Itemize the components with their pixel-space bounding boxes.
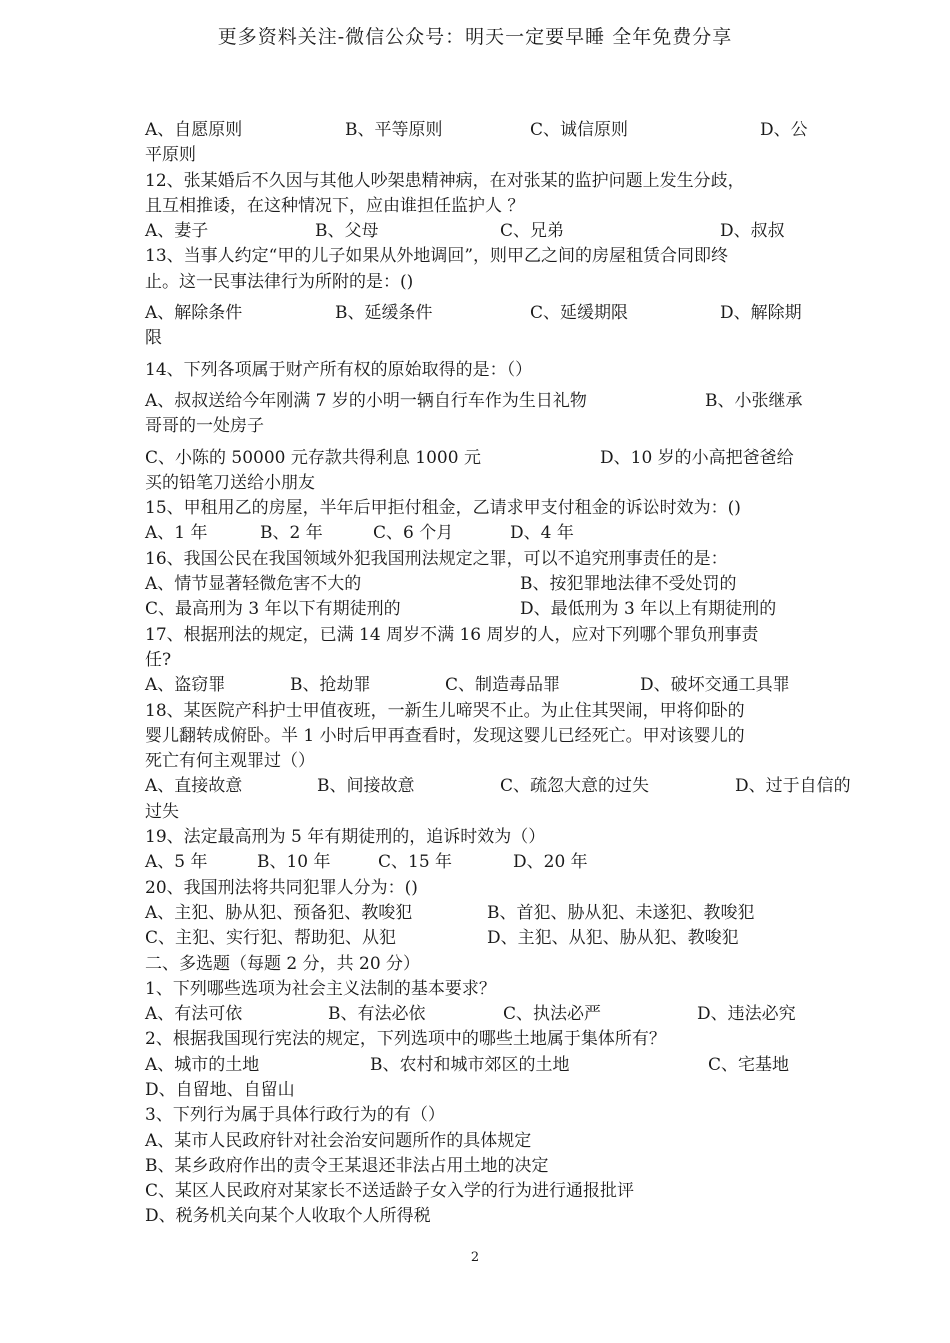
text-segment: C、6 个月 bbox=[373, 523, 454, 544]
text-segment: D、过于自信的 bbox=[735, 776, 851, 797]
text-line-q18-c bbox=[145, 749, 810, 774]
text-line-q16-ab bbox=[145, 572, 810, 597]
text-line-q14-a2 bbox=[145, 414, 810, 439]
text-line-q19-opts bbox=[145, 850, 810, 875]
text-segment: 2、根据我国现行宪法的规定，下列选项中的哪些土地属于集体所有？ bbox=[145, 1029, 666, 1050]
text-segment: D、20 年 bbox=[513, 852, 588, 873]
text-segment: C、执法必严 bbox=[503, 1004, 602, 1025]
text-segment: C、诚信原则 bbox=[530, 120, 629, 140]
text-segment: B、首犯、胁从犯、未遂犯、教唆犯 bbox=[487, 902, 755, 923]
text-segment: D、4 年 bbox=[510, 523, 574, 544]
text-segment: 且互相推诿，在这种情况下，应由谁担任监护人 ？ bbox=[145, 195, 525, 216]
text-line-q13-cont bbox=[145, 326, 810, 351]
text-line-q18-cont bbox=[145, 800, 810, 825]
text-segment: A、解除条件 bbox=[145, 303, 243, 324]
text-line-q20 bbox=[145, 876, 810, 901]
text-segment: D、违法必究 bbox=[697, 1004, 796, 1025]
text-line-q15 bbox=[145, 496, 810, 521]
text-segment: D、叔叔 bbox=[720, 221, 785, 242]
text-segment: C、兄弟 bbox=[500, 221, 565, 242]
text-line-q15-opts bbox=[145, 521, 810, 546]
text-line-q12-b bbox=[145, 194, 810, 219]
text-segment: B、有法必依 bbox=[328, 1004, 426, 1025]
text-segment: C、制造毒品罪 bbox=[445, 675, 561, 696]
text-line-q17-b bbox=[145, 648, 810, 673]
text-line-q14 bbox=[145, 358, 810, 383]
text-segment: C、疏忽大意的过失 bbox=[500, 776, 650, 797]
text-segment: B、10 年 bbox=[257, 852, 331, 873]
text-line-q13-a bbox=[145, 244, 810, 269]
text-segment: B、抢劫罪 bbox=[290, 675, 371, 696]
text-segment: 平原则 bbox=[145, 145, 196, 166]
text-line-m3-c bbox=[145, 1179, 810, 1204]
text-segment: 17、根据刑法的规定，已满 14 周岁不满 16 周岁的人，应对下列哪个罪负刑事责 bbox=[145, 624, 759, 645]
text-line-q17-opts bbox=[145, 673, 810, 698]
text-line-sec2 bbox=[145, 952, 810, 977]
text-segment: B、延缓条件 bbox=[335, 303, 433, 324]
text-segment: 15、甲租用乙的房屋，半年后甲拒付租金，乙请求甲支付租金的诉讼时效为：() bbox=[145, 498, 741, 519]
text-line-q20-ab bbox=[145, 901, 810, 926]
text-line-q18-a bbox=[145, 699, 810, 724]
text-segment: B、小张继承 bbox=[705, 390, 803, 411]
text-segment: A、盗窃罪 bbox=[145, 675, 226, 696]
text-segment: B、平等原则 bbox=[345, 120, 443, 140]
text-line-q16-cd bbox=[145, 597, 810, 622]
text-segment: A、自愿原则 bbox=[145, 120, 243, 140]
text-segment: D、主犯、从犯、胁从犯、教唆犯 bbox=[487, 928, 739, 949]
text-segment: 14、下列各项属于财产所有权的原始取得的是：（） bbox=[145, 359, 533, 380]
text-segment: A、叔叔送给今年刚满 7 岁的小明一辆自行车作为生日礼物 bbox=[145, 390, 587, 411]
text-segment: D、10 岁的小高把爸爸给 bbox=[600, 447, 794, 468]
text-segment: C、延缓期限 bbox=[530, 303, 629, 324]
text-segment: A、5 年 bbox=[145, 852, 208, 873]
text-segment: A、城市的土地 bbox=[145, 1054, 260, 1075]
text-segment: A、情节显著轻微危害不大的 bbox=[145, 574, 362, 595]
text-segment: 13、当事人约定“甲的儿子如果从外地调回”，则甲乙之间的房屋租赁合同即终 bbox=[145, 246, 729, 267]
text-segment: C、小陈的 50000 元存款共得利息 1000 元 bbox=[145, 447, 481, 468]
text-segment: B、农村和城市郊区的土地 bbox=[370, 1054, 570, 1075]
text-line-q14-c bbox=[145, 446, 810, 471]
text-segment: 过失 bbox=[145, 801, 179, 822]
text-line-q18-opts bbox=[145, 774, 851, 799]
text-segment: A、主犯、胁从犯、预备犯、教唆犯 bbox=[145, 902, 413, 923]
text-line-m3-a bbox=[145, 1129, 810, 1154]
text-segment: 1、下列哪些选项为社会主义法制的基本要求？ bbox=[145, 978, 496, 999]
page-number: 2 bbox=[470, 1250, 480, 1265]
text-line-q17-a bbox=[145, 623, 810, 648]
text-segment: 买的铅笔刀送给小朋友 bbox=[145, 472, 315, 493]
text-line-q14-c2 bbox=[145, 471, 810, 496]
text-segment: D、最低刑为 3 年以上有期徒刑的 bbox=[520, 599, 777, 620]
text-line-q18-b bbox=[145, 724, 810, 749]
text-segment: 3、下列行为属于具体行政行为的有（） bbox=[145, 1105, 445, 1126]
text-line-m2-opts bbox=[145, 1053, 810, 1078]
text-segment: B、父母 bbox=[315, 221, 379, 242]
text-line-q19 bbox=[145, 825, 810, 850]
text-segment: 二、多选题（每题 2 分，共 20 分） bbox=[145, 953, 421, 974]
text-line-m1-opts bbox=[145, 1002, 810, 1027]
page-header: 更多资料关注-微信公众号：明天一定要早睡 全年免费分享 bbox=[217, 26, 733, 48]
text-segment: B、某乡政府作出的责令王某退还非法占用土地的决定 bbox=[145, 1155, 549, 1176]
text-segment: 19、法定最高刑为 5 年有期徒刑的，追诉时效为（） bbox=[145, 827, 546, 848]
text-line-m3-d bbox=[145, 1204, 810, 1229]
text-line-q11-cont bbox=[145, 143, 810, 168]
text-segment: D、税务机关向某个人收取个人所得税 bbox=[145, 1206, 431, 1227]
text-segment: 死亡有何主观罪过（） bbox=[145, 751, 315, 772]
text-segment: C、15 年 bbox=[378, 852, 453, 873]
text-segment: 18、某医院产科护士甲值夜班，一新生儿啼哭不止。为止住其哭闹，甲将仰卧的 bbox=[145, 700, 745, 721]
text-line-m2 bbox=[145, 1027, 810, 1052]
text-segment: D、解除期 bbox=[720, 303, 802, 324]
exam-content bbox=[145, 118, 851, 1230]
text-segment: A、妻子 bbox=[145, 221, 209, 242]
text-segment: A、有法可依 bbox=[145, 1004, 243, 1025]
text-segment: A、1 年 bbox=[145, 523, 208, 544]
text-line-q16 bbox=[145, 547, 810, 572]
text-segment: 20、我国刑法将共同犯罪人分为：() bbox=[145, 877, 418, 898]
text-line-m1 bbox=[145, 977, 810, 1002]
text-segment: B、间接故意 bbox=[317, 776, 415, 797]
text-segment: A、直接故意 bbox=[145, 776, 243, 797]
text-segment: 12、张某婚后不久因与其他人吵架患精神病，在对张某的监护问题上发生分歧， bbox=[145, 170, 745, 191]
text-segment: 限 bbox=[145, 328, 162, 349]
text-segment: 婴儿翻转成俯卧。半 1 小时后甲再查看时，发现这婴儿已经死亡。甲对该婴儿的 bbox=[145, 725, 745, 746]
text-segment: D、公 bbox=[760, 120, 808, 140]
text-line-q11-opts bbox=[145, 118, 810, 143]
text-segment: 哥哥的一处房子 bbox=[145, 416, 264, 437]
text-segment: A、某市人民政府针对社会治安问题所作的具体规定 bbox=[145, 1130, 532, 1151]
text-segment: 止。这一民事法律行为所附的是：() bbox=[145, 271, 414, 292]
text-line-q14-a bbox=[145, 389, 810, 414]
text-line-m3-b bbox=[145, 1154, 810, 1179]
text-segment: D、破坏交通工具罪 bbox=[640, 675, 790, 696]
text-segment: 任? bbox=[145, 649, 172, 670]
text-segment: C、某区人民政府对某家长不送适龄子女入学的行为进行通报批评 bbox=[145, 1181, 635, 1202]
text-segment: B、2 年 bbox=[260, 523, 323, 544]
text-segment: B、按犯罪地法律不受处罚的 bbox=[520, 574, 737, 595]
text-segment: D、自留地、自留山 bbox=[145, 1079, 295, 1100]
text-line-m3 bbox=[145, 1103, 810, 1128]
text-segment: C、主犯、实行犯、帮助犯、从犯 bbox=[145, 928, 397, 949]
text-line-q12-a bbox=[145, 169, 810, 194]
text-line-q13-b bbox=[145, 270, 810, 295]
text-line-q12-opts bbox=[145, 219, 810, 244]
text-segment: C、宅基地 bbox=[708, 1054, 790, 1075]
text-segment: 16、我国公民在我国领域外犯我国刑法规定之罪，可以不追究刑事责任的是： bbox=[145, 548, 728, 569]
text-line-q20-cd bbox=[145, 926, 810, 951]
text-line-q13-opts bbox=[145, 301, 810, 326]
text-line-m2-d bbox=[145, 1078, 810, 1103]
text-segment: C、最高刑为 3 年以下有期徒刑的 bbox=[145, 599, 401, 620]
